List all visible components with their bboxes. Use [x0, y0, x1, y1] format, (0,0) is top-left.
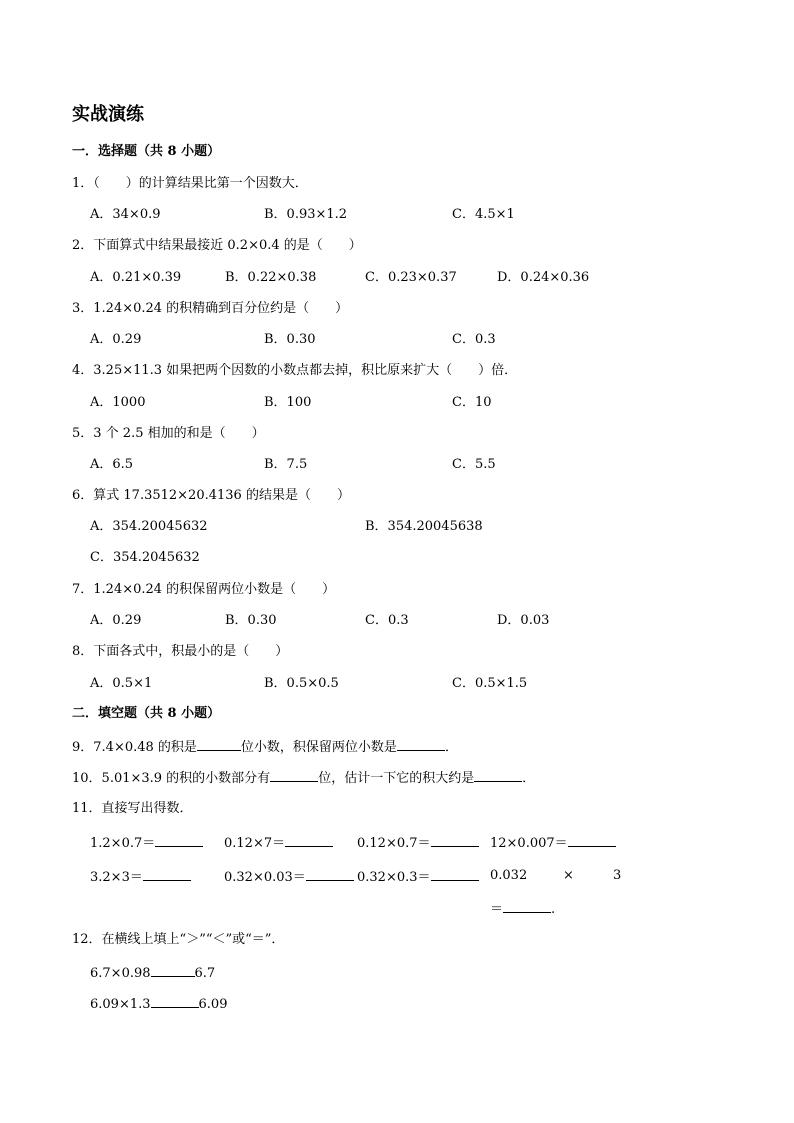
- option-d: D．0.03: [497, 613, 550, 628]
- option-c: C．10: [452, 395, 492, 410]
- question-4: 4．3.25×11.3 如果把两个因数的小数点都去掉，积比原来扩大（ ）倍．: [72, 363, 518, 378]
- answer-blank[interactable]: [306, 868, 354, 881]
- calc-item: [224, 834, 333, 852]
- section-heading: 一．选择题（共 8 小题）: [72, 144, 221, 159]
- question-8: 8．下面各式中，积最小的是（ ）: [72, 644, 289, 659]
- calc-expression: 3.2×3＝: [90, 870, 143, 885]
- question-6: 6．算式 17.3512×20.4136 的结果是（ ）: [72, 488, 350, 503]
- calc-expression: 12×0.007＝: [490, 836, 568, 851]
- question-7: 7．1.24×0.24 的积保留两位小数是（ ）: [72, 582, 336, 597]
- question-2: 2．下面算式中结果最接近 0.2×0.4 的是（ ）: [72, 238, 362, 253]
- question-text: 位小数，积保留两位小数是: [240, 740, 397, 755]
- period: .: [551, 902, 556, 917]
- question-5: 5．3 个 2.5 相加的和是（ ）: [72, 426, 265, 441]
- option-c: C．0.5×1.5: [452, 676, 528, 691]
- question-11: 11．直接写出得数．: [72, 801, 193, 816]
- option-d: D．0.24×0.36: [497, 270, 590, 285]
- option-a: A．1000: [90, 395, 146, 410]
- question-1: 1．（ ）的计算结果比第一个因数大．: [72, 176, 308, 191]
- calc-item: [490, 900, 555, 918]
- option-b: B．0.22×0.38: [225, 270, 317, 285]
- answer-blank[interactable]: [568, 834, 616, 847]
- multiply-sign: ×: [563, 868, 574, 883]
- compare-item: [90, 995, 227, 1013]
- compare-left: 6.7×0.98: [90, 966, 151, 981]
- compare-right: 6.7: [194, 966, 216, 981]
- answer-blank[interactable]: [285, 834, 333, 847]
- option-b: B．0.30: [225, 613, 277, 628]
- option-b: B．0.5×0.5: [264, 676, 339, 691]
- option-c: C．4.5×1: [452, 207, 515, 222]
- question-text: 9．7.4×0.48 的积是: [72, 740, 197, 755]
- option-a: A．0.21×0.39: [90, 270, 182, 285]
- answer-blank[interactable]: [431, 834, 479, 847]
- calc-item: [224, 868, 354, 886]
- calc-expression-part: 0.032: [490, 868, 528, 883]
- calc-item: [357, 834, 479, 852]
- answer-blank[interactable]: [155, 834, 203, 847]
- option-a: A．34×0.9: [90, 207, 161, 222]
- option-b: B．100: [264, 395, 312, 410]
- question-text: 10．5.01×3.9 的积的小数部分有: [72, 771, 271, 786]
- option-a: A．0.5×1: [90, 676, 153, 691]
- answer-blank[interactable]: [503, 900, 551, 913]
- option-a: A．0.29: [90, 613, 142, 628]
- answer-blank[interactable]: [151, 964, 195, 977]
- option-b: B．0.30: [264, 332, 316, 347]
- question-text: ．: [444, 740, 458, 755]
- calc-expression: 0.32×0.03＝: [224, 870, 306, 885]
- option-b: B．0.93×1.2: [264, 207, 348, 222]
- option-c: C．5.5: [452, 457, 496, 472]
- calc-item: [490, 834, 616, 852]
- option-b: B．7.5: [264, 457, 308, 472]
- option-c: C．0.3: [365, 613, 409, 628]
- answer-blank[interactable]: [197, 738, 241, 751]
- option-a: A．0.29: [90, 332, 142, 347]
- answer-blank[interactable]: [431, 868, 479, 881]
- option-c: C．0.3: [452, 332, 496, 347]
- option-b: B．354.20045638: [365, 519, 483, 534]
- option-a: A．6.5: [90, 457, 134, 472]
- option-c: C．0.23×0.37: [365, 270, 457, 285]
- page-title: 实战演练: [72, 104, 144, 125]
- calc-item: [90, 834, 203, 852]
- compare-right: 6.09: [198, 997, 228, 1012]
- question-text: ．: [522, 771, 536, 786]
- calc-expression: 0.12×7＝: [224, 836, 286, 851]
- option-a: A．354.20045632: [90, 519, 208, 534]
- calc-expression: 0.12×0.7＝: [357, 836, 431, 851]
- equals-sign: ＝: [490, 902, 504, 917]
- answer-blank[interactable]: [270, 769, 318, 782]
- question-3: 3．1.24×0.24 的积精确到百分位约是（ ）: [72, 301, 349, 316]
- calc-item: [90, 868, 191, 886]
- compare-item: [90, 964, 215, 982]
- option-c: C．354.2045632: [90, 550, 200, 565]
- section-heading: 二．填空题（共 8 小题）: [72, 706, 221, 721]
- calc-item: [357, 868, 479, 886]
- answer-blank[interactable]: [151, 995, 199, 1008]
- compare-left: 6.09×1.3: [90, 997, 151, 1012]
- answer-blank[interactable]: [397, 738, 445, 751]
- calc-expression: 1.2×0.7＝: [90, 836, 156, 851]
- calc-expression-part: 3: [613, 868, 622, 883]
- answer-blank[interactable]: [474, 769, 522, 782]
- question-text: 位，估计一下它的积大约是: [318, 771, 475, 786]
- question-9: [72, 738, 458, 756]
- calc-expression: 0.32×0.3＝: [357, 870, 431, 885]
- question-12: 12．在横线上填上“＞”“＜”或“＝”．: [72, 932, 285, 947]
- answer-blank[interactable]: [143, 868, 191, 881]
- question-10: [72, 769, 535, 787]
